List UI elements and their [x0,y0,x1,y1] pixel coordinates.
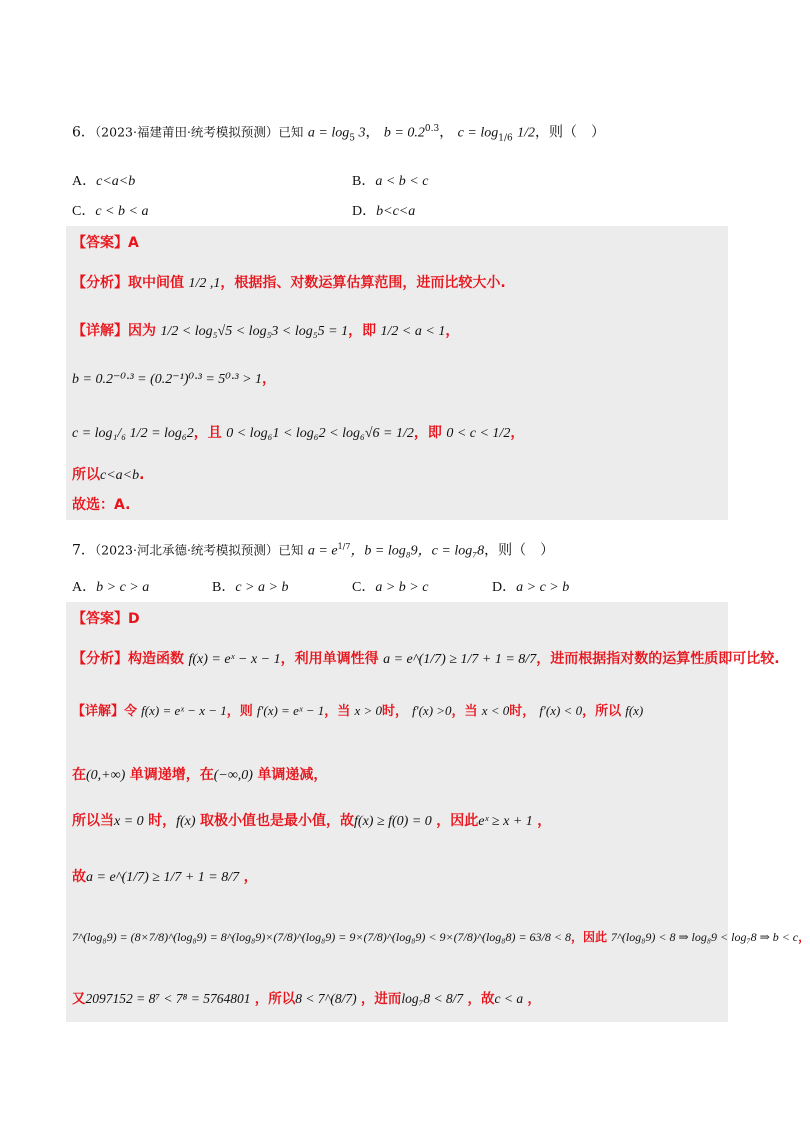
q6-option-d[interactable]: D．b<c<a [352,204,416,219]
q7-answer: 【答案】D [72,611,140,627]
q6-answer: 【答案】A [72,235,139,251]
q6-detail-2: b = 0.2⁻⁰·³ = (0.2⁻¹)⁰·³ = 5⁰·³ > 1， [72,371,277,387]
q6-option-c[interactable]: C．c < b < a [72,204,149,219]
q7-stem: 7．（2023·河北承德·统考模拟预测）已知 $a = e^{1/7}$，b = log₈9，c = log₇8，则（ ） [72,542,555,559]
q6-analysis: 【分析】取中间值 1/2 ,1，根据指、对数运算估算范围，进而比较大小. [72,275,506,291]
q7-option-b[interactable]: B．c > a > b [212,580,289,595]
q7-option-d[interactable]: D．a > c > b [492,580,570,595]
q6-detail-1: 【详解】因为 1/2 < log₅√5 < log₅3 < log₅5 = 1，即 1/2 < a < 1， [72,323,460,339]
q7-detail-6: 又2097152 = 8⁷ < 7⁸ = 5764801 ，所以8 < 7^(8/7) ，进而log₇8 < 8/7 ，故c < a ， [72,991,541,1007]
q7-detail-5: 7^(log₈9) = (8×7/8)^(log₈9) = 8^(log₈9)×(7/8)^(log₈9) = 9×(7/8)^(log₈9) < 9×(7/8)^(log₈8) = 63/8 < 8，因此 7^(log₈9) < 8 ⇒ log₈9 < log₇8 ⇒ b < c， [72,930,810,944]
q7-detail-2: 在(0,+∞) 单调递增，在(−∞,0) 单调递减， [72,767,328,783]
q6-choose: 故选：A. [72,497,131,513]
q7-analysis: 【分析】构造函数 f(x) = eˣ − x − 1，利用单调性得 a = e^(1/7) ≥ 1/7 + 1 = 8/7，进而根据指对数的运算性质即可比较. [72,651,780,667]
q7-option-a[interactable]: A．b > c > a [72,580,150,595]
q6-option-a[interactable]: A．c<a<b [72,174,136,189]
q6-stem: 6．（2023·福建莆田·统考模拟预测）已知 $a = \log_5 3$， $b = 0.2^{0.3}$， $c = \log_{1/6} 1/2$，则（ ） [72,124,606,144]
q6-option-b[interactable]: B．a < b < c [352,174,429,189]
q7-detail-3: 所以当x = 0 时，f(x) 取极小值也是最小值，故f(x) ≥ f(0) = 0 ，因此eˣ ≥ x + 1 ， [72,813,552,829]
q7-option-c[interactable]: C．a > b > c [352,580,429,595]
q7-detail-4: 故a = e^(1/7) ≥ 1/7 + 1 = 8/7 ， [72,869,258,885]
q6-detail-4: 所以c<a<b. [72,467,145,483]
q7-detail-1: 【详解】令 f(x) = eˣ − x − 1，则 f′(x) = eˣ − 1，当 x > 0时， f′(x) >0，当 x < 0时， f′(x) < 0，所以 f(x) [72,703,644,719]
q6-detail-3: c = log₁/₆ 1/2 = log₆2，且 0 < log₆1 < log₆2 < log₆√6 = 1/2，即 0 < c < 1/2， [72,425,525,441]
